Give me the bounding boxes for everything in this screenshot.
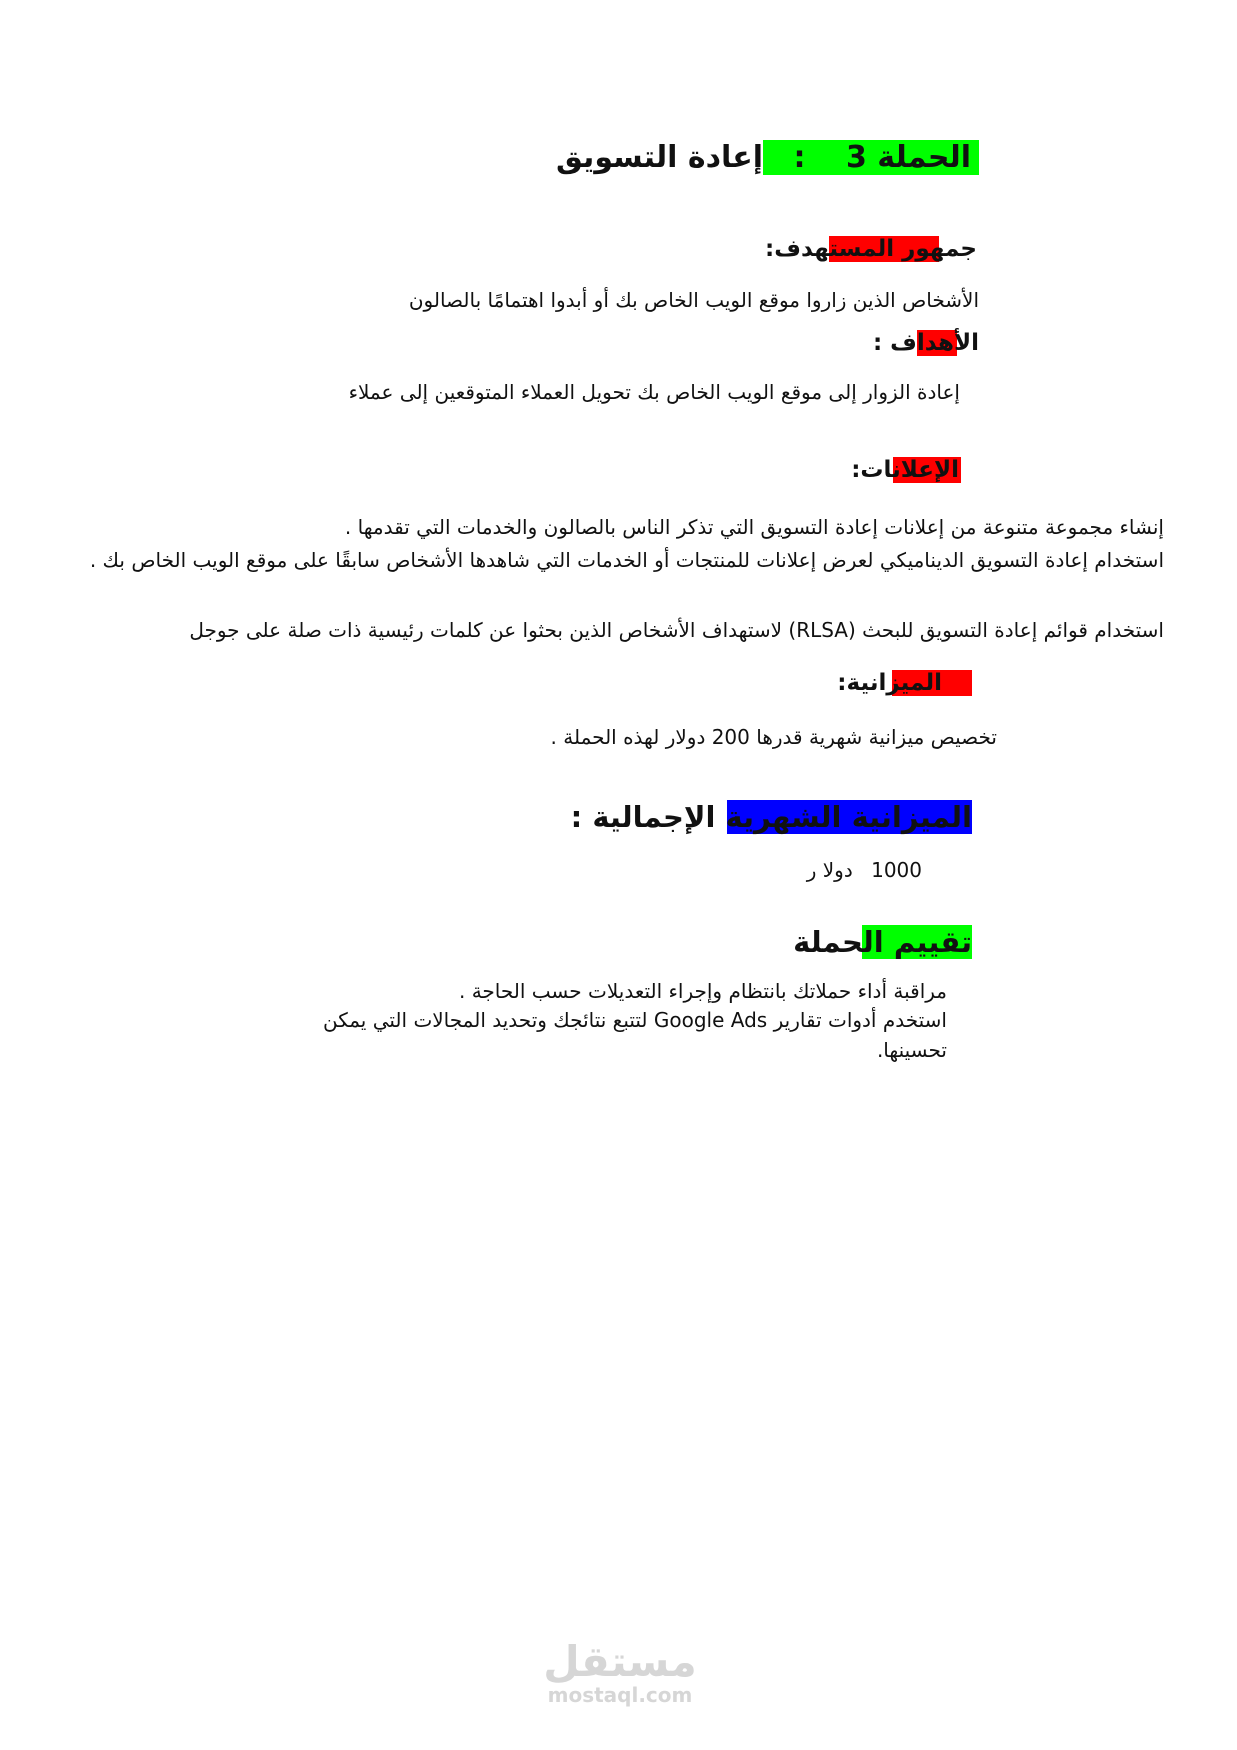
evaluation-line-2: استخدم أدوات تقارير Google Ads لتتبع نتائجك وتحديد المجالات التي يمكن تحسينها. [322, 1008, 947, 1062]
total-budget-heading: الميزانية الشهرية الإجمالية : [570, 800, 972, 834]
goals-heading: الأهداف : [872, 330, 979, 356]
audience-text: الأشخاص الذين زاروا موقع الويب الخاص بك أو أبدوا اهتمامًا بالصالون [408, 288, 979, 312]
ads-heading: الإعلانات: [851, 457, 967, 483]
evaluation-heading: تقييم الحملة [793, 925, 972, 959]
total-budget-amount: 1000 [871, 858, 922, 882]
ads-line-1: إنشاء مجموعة متنوعة من إعلانات إعادة التسويق التي تذكر الناس بالصالون والخدمات التي تقدمها . [344, 515, 1164, 539]
evaluation-line-1: مراقبة أداء حملاتك بانتظام وإجراء التعديلات حسب الحاجة . [458, 979, 947, 1003]
watermark-latin: mostaql.com [547, 1683, 693, 1707]
audience-heading [763, 236, 979, 262]
budget-text: تخصيص ميزانية شهرية قدرها 200 دولار لهذه الحملة . [550, 725, 997, 749]
audience-heading-highlight: جمهور المستهدف: [765, 236, 977, 262]
mostaql-watermark [530, 1637, 710, 1707]
watermark-arabic: مستقل [543, 1637, 697, 1686]
goals-text: إعادة الزوار إلى موقع الويب الخاص بك تحويل العملاء المتوقعين إلى عملاء [348, 380, 960, 404]
budget-heading: الميزانية: [837, 670, 972, 696]
campaign-name: إعادة التسويق [556, 140, 764, 175]
campaign-title [556, 140, 979, 175]
total-budget-currency: دولا ر [806, 858, 853, 882]
ads-line-3: استخدام قوائم إعادة التسويق للبحث (RLSA) لاستهداف الأشخاص الذين بحثوا عن كلمات رئيسية ذات صلة على جوجل [189, 618, 1164, 642]
ads-line-2: استخدام إعادة التسويق الديناميكي لعرض إعلانات للمنتجات أو الخدمات التي شاهدها الأشخاص سابقًا على موقع الويب الخاص بك . [89, 548, 1164, 572]
total-budget-value [807, 853, 922, 887]
campaign-label: الحملة 3 : [763, 140, 979, 175]
